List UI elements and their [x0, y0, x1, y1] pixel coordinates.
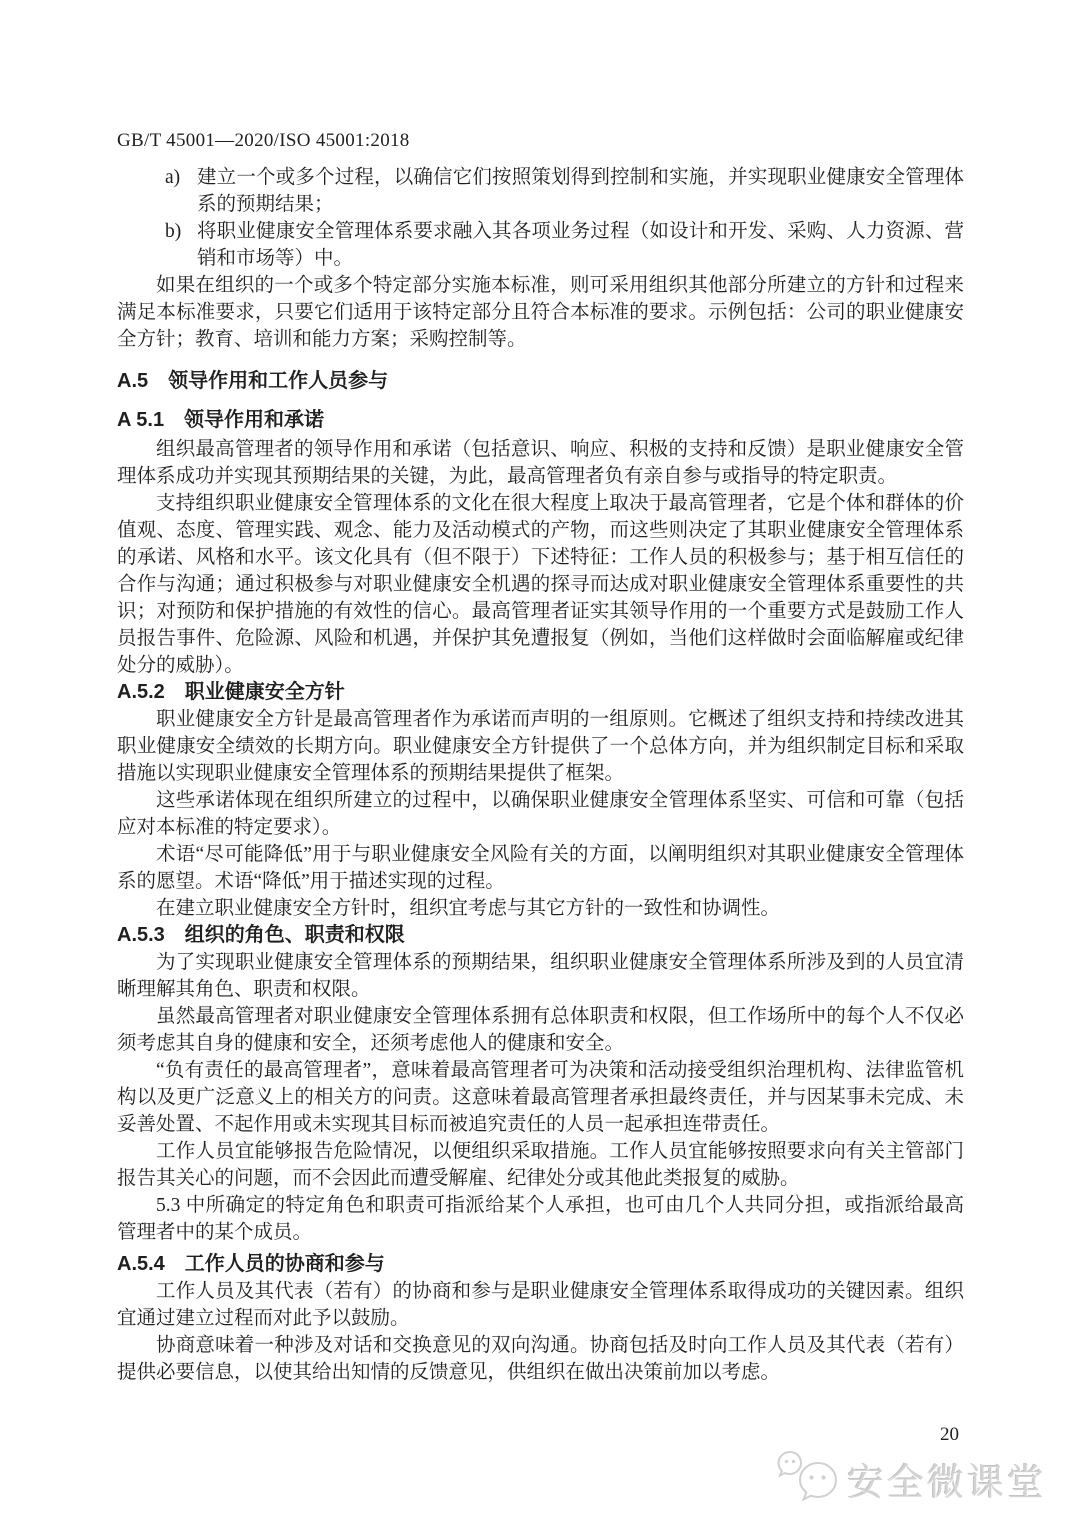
- watermark-text: 安全微课堂: [847, 1461, 1047, 1503]
- watermark: [777, 1450, 1047, 1507]
- subsection-heading-a51: A 5.1 领导作用和承诺: [117, 409, 325, 431]
- list-text-b: 将职业健康安全管理体系要求融入其各项业务过程（如设计和开发、采购、人力资源、营销和市场等）中。: [197, 221, 964, 269]
- list-item-a: [117, 164, 964, 218]
- subsection-heading-a54: A.5.4 工作人员的协商和参与: [117, 1253, 385, 1275]
- paragraph: 虽然最高管理者对职业健康安全管理体系拥有总体职责和权限，但工作场所中的每个人不仅必须考虑其自身的健康和安全，还须考虑他人的健康和安全。: [117, 1006, 964, 1054]
- paragraph: 为了实现职业健康安全管理体系的预期结果，组织职业健康安全管理体系所涉及到的人员宜清晰理解其角色、职责和权限。: [117, 952, 964, 1000]
- list-marker-a: a): [165, 167, 181, 188]
- subsection-heading-a53: A.5.3 组织的角色、职责和权限: [117, 924, 405, 946]
- paragraph: 协商意味着一种涉及对话和交换意见的双向沟通。协商包括及时向工作人员及其代表（若有）提供必要信息，以使其给出知情的反馈意见，供组织在做出决策前加以考虑。: [117, 1335, 964, 1383]
- paragraph: 在建立职业健康安全方针时，组织宜考虑与其它方针的一致性和协调性。: [156, 898, 781, 919]
- paragraph: 5.3 中所确定的特定角色和职责可指派给某个人承担，也可由几个人共同分担，或指派给最高管理者中的某个成员。: [117, 1195, 964, 1243]
- list-marker-b: b): [165, 221, 182, 242]
- section-heading-a5: A.5 领导作用和工作人员参与: [117, 370, 389, 392]
- paragraph: 术语“尽可能降低”用于与职业健康安全风险有关的方面，以阐明组织对其职业健康安全管理体系的愿望。术语“降低”用于描述实现的过程。: [117, 844, 964, 892]
- list-item-b: [117, 218, 964, 272]
- wechat-chat-bubbles-icon: [777, 1450, 839, 1507]
- paragraph: 职业健康安全方针是最高管理者作为承诺而声明的一组原则。它概述了组织支持和持续改进其职业健康安全绩效的长期方向。职业健康安全方针提供了一个总体方向，并为组织制定目标和采取措施以实现职业健康安全管理体系的预期结果提供了框架。: [117, 709, 964, 784]
- paragraph: 支持组织职业健康安全管理体系的文化在很大程度上取决于最高管理者，它是个体和群体的价值观、态度、管理实践、观念、能力及活动模式的产物，而这些则决定了其职业健康安全管理体系的承诺、风格和水平。该文化具有（但不限于）下述特征：工作人员的积极参与；基于相互信任的合作与沟通；通过积极参与对职业健康安全机遇的探寻而达成对职业健康安全管理体系重要性的共识；对预防和保护措施的有效性的信心。最高管理者证实其领导作用的一个重要方式是鼓励工作人员报告事件、危险源、风险和机遇，并保护其免遭报复（例如，当他们这样做时会面临解雇或纪律处分的威胁）。: [117, 493, 964, 676]
- paragraph: 这些承诺体现在组织所建立的过程中，以确保职业健康安全管理体系坚实、可信和可靠（包括应对本标准的特定要求）。: [117, 790, 964, 838]
- document-body: [117, 164, 964, 1386]
- paragraph: “负有责任的最高管理者”，意味着最高管理者可为决策和活动接受组织治理机构、法律监管机构以及更广泛意义上的相关方的问责。这意味着最高管理者承担最终责任，并与因某事未完成、未妥善处置、不起作用或未实现其目标而被追究责任的人员一起承担连带责任。: [117, 1060, 964, 1135]
- paragraph: 组织最高管理者的领导作用和承诺（包括意识、响应、积极的支持和反馈）是职业健康安全管理体系成功并实现其预期结果的关键，为此，最高管理者负有亲自参与或指导的特定职责。: [117, 439, 964, 487]
- page-number: 20: [940, 1424, 959, 1445]
- paragraph: 如果在组织的一个或多个特定部分实施本标准，则可采用组织其他部分所建立的方针和过程来满足本标准要求，只要它们适用于该特定部分且符合本标准的要求。示例包括：公司的职业健康安全方针；教育、培训和能力方案；采购控制等。: [117, 275, 964, 350]
- list-text-a: 建立一个或多个过程，以确信它们按照策划得到控制和实施，并实现职业健康安全管理体系的预期结果；: [197, 167, 964, 215]
- paragraph: 工作人员宜能够报告危险情况，以便组织采取措施。工作人员宜能够按照要求向有关主管部门报告其关心的问题，而不会因此而遭受解雇、纪律处分或其他此类报复的威胁。: [117, 1141, 964, 1189]
- subsection-heading-a52: A.5.2 职业健康安全方针: [117, 681, 345, 703]
- document-header: GB/T 45001—2020/ISO 45001:2018: [117, 130, 410, 151]
- paragraph: 工作人员及其代表（若有）的协商和参与是职业健康安全管理体系取得成功的关键因素。组织宜通过建立过程而对此予以鼓励。: [117, 1281, 964, 1329]
